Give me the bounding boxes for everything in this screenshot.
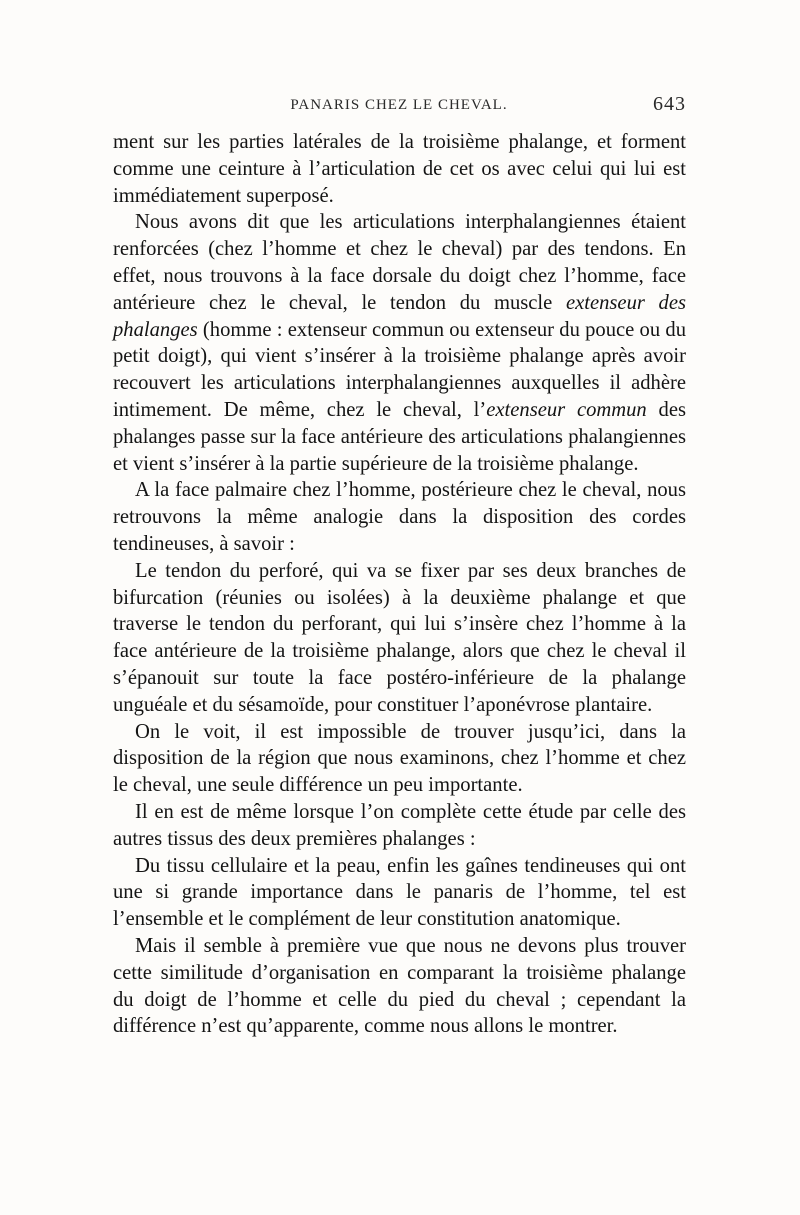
running-title: PANARIS CHEZ LE CHEVAL. xyxy=(290,97,508,113)
italic-term-extenseur-des-phalanges: extenseur des phalanges xyxy=(113,291,686,341)
paragraph-5: On le voit, il est impossible de trouver jusqu’ici, dans la disposition de la région que nous examinons, chez l’homme et chez le cheval, une seule différence un peu importante. xyxy=(113,720,686,797)
paragraph-8: Mais il semble à première vue que nous ne devons plus trouver cette similitude d’organisation en comparant la troisième phalange du doigt de l’homme et celle du pied du cheval ; cependant la différence n’est qu’apparente, comme nous allons le montrer. xyxy=(113,934,686,1038)
paragraph-2-part-b: (homme : extenseur commun ou extenseur du pouce ou du petit doigt), qui vient s’insérer à la troisième phalange après avoir recouvert les articulations interphalangiennes auxquelles il adhère intimement. De même, chez le cheval, l’ xyxy=(113,318,686,421)
body-text xyxy=(113,129,686,1040)
paragraph-1: ment sur les parties latérales de la troisième phalange, et forment comme une ceinture à l’articulation de cet os avec celui qui lui est immédiatement superposé. xyxy=(113,131,686,207)
paragraph-2-part-a: Nous avons dit que les articulations interphalangiennes étaient renforcées (chez l’homme et chez le cheval) par des tendons. En effet, nous trouvons à la face dorsale du doigt chez l’homme, face antérieure chez le cheval, le tendon du muscle xyxy=(113,211,686,314)
running-head xyxy=(112,93,686,121)
italic-term-extenseur-commun: extenseur commun xyxy=(486,398,647,421)
paragraph-4: Le tendon du perforé, qui va se fixer par ses deux branches de bifurcation (réunies ou isolées) à la deuxième phalange et que traverse le tendon du perforant, qui lui s’insère chez l’homme à la face antérieure de la troisième phalange, alors que chez le cheval il s’épanouit sur toute la face postéro-inférieure de la phalange unguéale et du sésamoïde, pour constituer l’aponévrose plantaire. xyxy=(113,559,686,716)
paragraph-7: Du tissu cellulaire et la peau, enfin les gaînes tendineuses qui ont une si grande importance dans le panaris de l’homme, tel est l’ensemble et le complément de leur constitution anatomique. xyxy=(113,854,686,931)
paragraph-2 xyxy=(113,209,686,477)
paragraph-3: A la face palmaire chez l’homme, postérieure chez le cheval, nous retrouvons la même analogie dans la disposition des cordes tendineuses, à savoir : xyxy=(113,479,686,555)
page-number: 643 xyxy=(653,93,686,115)
paragraph-2-part-c: des phalanges passe sur la face antérieure des articulations phalangiennes et vient s’insérer à la partie supérieure de la troisième phalange. xyxy=(113,398,686,475)
paragraph-6: Il en est de même lorsque l’on complète cette étude par celle des autres tissus des deux premières phalanges : xyxy=(113,800,686,850)
